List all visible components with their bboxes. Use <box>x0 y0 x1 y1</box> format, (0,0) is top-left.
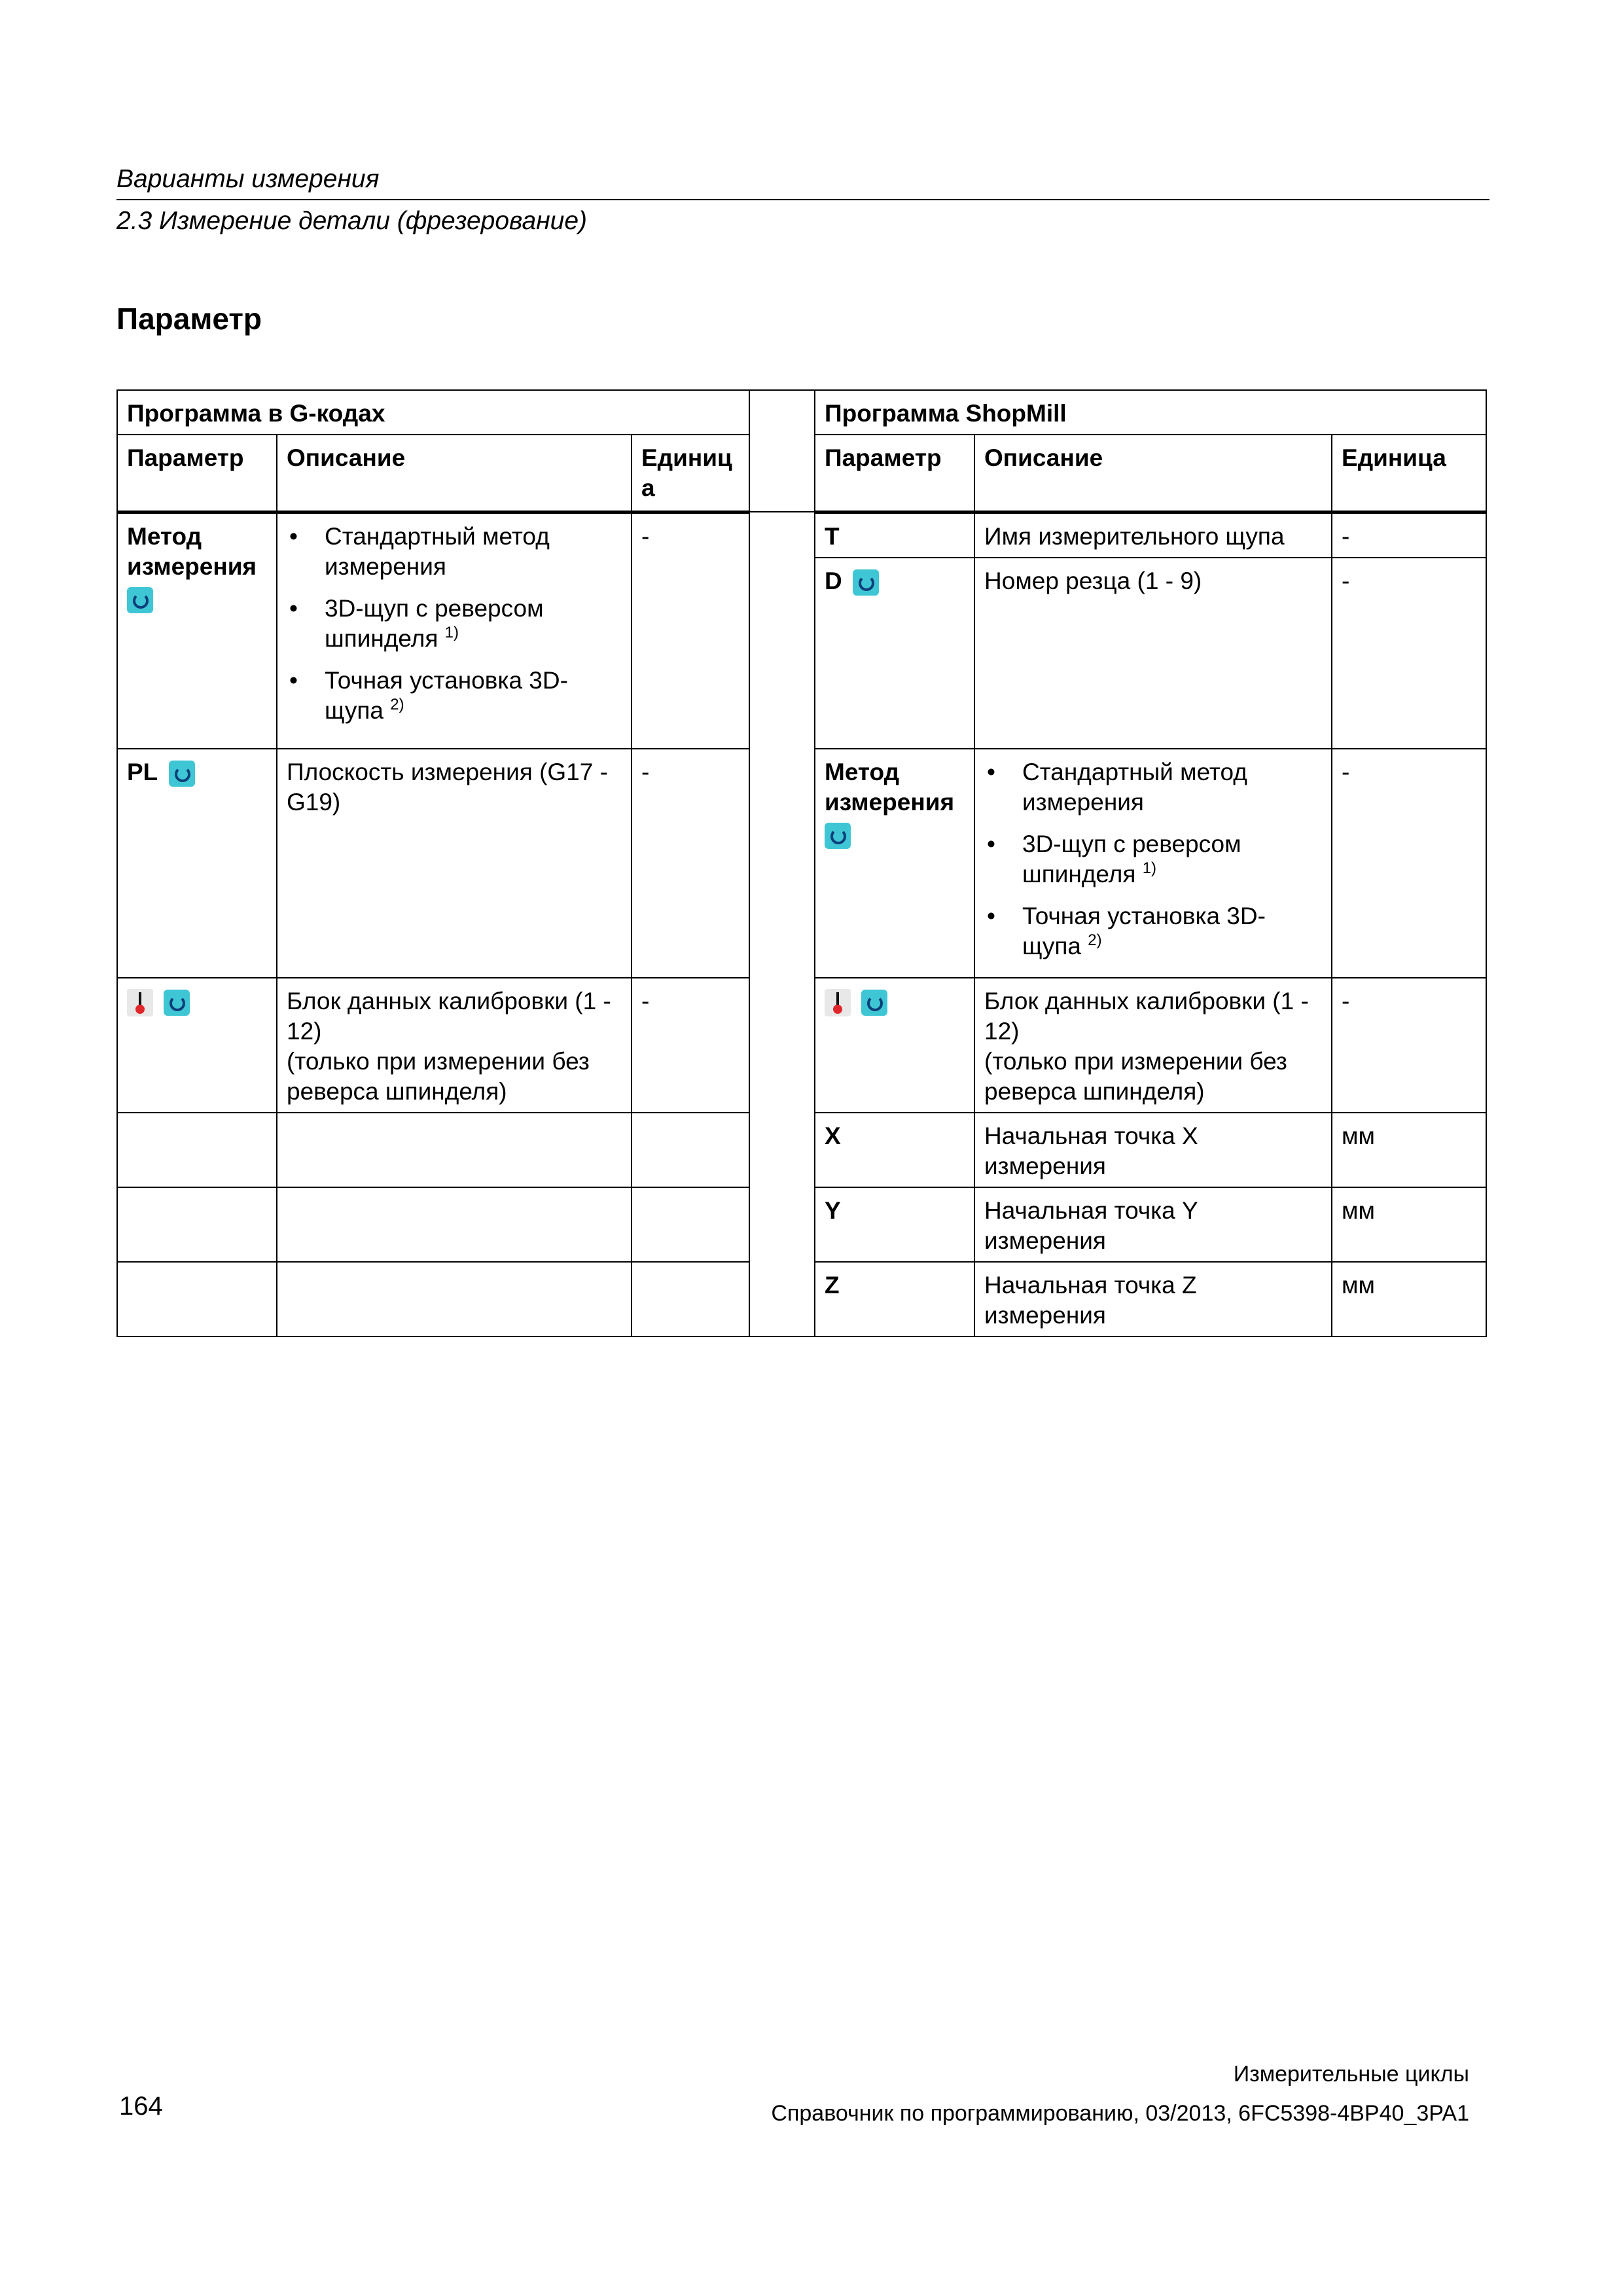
desc-cell: Начальная точка Z измерения <box>974 1262 1332 1336</box>
list-item: • Стандартный метод измерения <box>984 757 1322 817</box>
empty-cell <box>117 1262 277 1336</box>
method-options-list <box>984 757 1322 961</box>
param-cell: Z <box>815 1262 974 1336</box>
group-header-row <box>117 390 1486 435</box>
group-shopmill: Программа ShopMill <box>815 390 1486 435</box>
unit-cell: - <box>1332 749 1486 978</box>
list-item: • 3D-щуп с реверсом шпинделя $^{1)}$ <box>287 594 622 654</box>
unit-cell: - <box>1332 512 1486 558</box>
param-cell <box>117 978 277 1113</box>
unit-cell: - <box>1332 978 1486 1113</box>
unit-cell: - <box>1332 558 1486 749</box>
footnote-ref: 1) <box>444 623 459 641</box>
col-header-unit-left: Единиц а <box>632 435 749 512</box>
empty-cell <box>277 1262 632 1336</box>
desc-cell <box>974 749 1332 978</box>
desc-cell: Блок данных калибровки (1 - 12) (только при измерении без реверса шпинделя) <box>277 978 632 1113</box>
toggle-icon <box>861 990 887 1016</box>
desc-cell: Начальная точка Y измерения <box>974 1187 1332 1262</box>
param-cell: D <box>815 558 974 749</box>
param-cell: X <box>815 1113 974 1187</box>
unit-cell: - <box>632 978 749 1113</box>
param-method-label: Метод измерения <box>825 758 955 816</box>
col-header-param-right: Параметр <box>815 435 974 512</box>
desc-cell: Плоскость измерения (G17 - G19) <box>277 749 632 978</box>
footer-doc-info: Справочник по программированию, 03/2013, 6FC5398-4BP40_3PA1 <box>771 2101 1469 2126</box>
empty-cell <box>277 1187 632 1262</box>
unit-cell: мм <box>1332 1113 1486 1187</box>
method-options-list <box>287 522 622 726</box>
param-cell <box>815 749 974 978</box>
desc-cell: Имя измерительного щупа <box>974 512 1332 558</box>
param-cell <box>815 978 974 1113</box>
list-item: • 3D-щуп с реверсом шпинделя $^{1)}$ <box>984 829 1322 889</box>
empty-cell <box>117 1187 277 1262</box>
list-item: • Стандартный метод измерения <box>287 522 622 582</box>
empty-cell <box>277 1113 632 1187</box>
empty-cell <box>632 1113 749 1187</box>
unit-cell: мм <box>1332 1262 1486 1336</box>
desc-cell: Блок данных калибровки (1 - 12) (только при измерении без реверса шпинделя) <box>974 978 1332 1113</box>
footnote-ref: 1) <box>1142 859 1157 877</box>
col-header-param-left: Параметр <box>117 435 277 512</box>
col-header-desc-left: Описание <box>277 435 632 512</box>
empty-cell <box>117 1113 277 1187</box>
desc-cell <box>277 512 632 749</box>
header-rule <box>116 199 1489 200</box>
footer-book-title: Измерительные циклы <box>1233 2062 1469 2087</box>
param-method-label: Метод измерения <box>127 522 257 580</box>
desc-cell: Начальная точка X измерения <box>974 1113 1332 1187</box>
toggle-icon <box>127 587 153 613</box>
probe-icon <box>825 989 851 1016</box>
page-number: 164 <box>119 2092 163 2121</box>
unit-cell: мм <box>1332 1187 1486 1262</box>
toggle-icon <box>169 761 195 787</box>
toggle-icon <box>825 823 851 849</box>
desc-cell: Номер резца (1 - 9) <box>974 558 1332 749</box>
col-header-desc-right: Описание <box>974 435 1332 512</box>
param-cell: Y <box>815 1187 974 1262</box>
running-header-section: 2.3 Измерение детали (фрезерование) <box>116 207 588 235</box>
unit-cell: - <box>632 749 749 978</box>
table-gap <box>749 512 815 1336</box>
footnote-ref: 2) <box>390 695 404 713</box>
running-header-chapter: Варианты измерения <box>116 165 380 193</box>
toggle-icon <box>164 990 190 1016</box>
param-cell: PL <box>117 749 277 978</box>
footnote-ref: 2) <box>1088 931 1102 949</box>
list-item: • Точная установка 3D-щупа $^{2)}$ <box>287 666 622 726</box>
list-item: • Точная установка 3D-щупа $^{2)}$ <box>984 901 1322 961</box>
param-cell: T <box>815 512 974 558</box>
empty-cell <box>632 1262 749 1336</box>
param-cell <box>117 512 277 749</box>
section-title: Параметр <box>116 302 262 336</box>
probe-icon <box>127 989 153 1016</box>
table-gap <box>749 390 815 512</box>
empty-cell <box>632 1187 749 1262</box>
table-row <box>117 512 1486 558</box>
unit-cell: - <box>632 512 749 749</box>
group-gcode: Программа в G-кодах <box>117 390 749 435</box>
col-header-unit-right: Единица <box>1332 435 1486 512</box>
parameter-table <box>116 389 1487 1337</box>
toggle-icon <box>853 569 879 596</box>
